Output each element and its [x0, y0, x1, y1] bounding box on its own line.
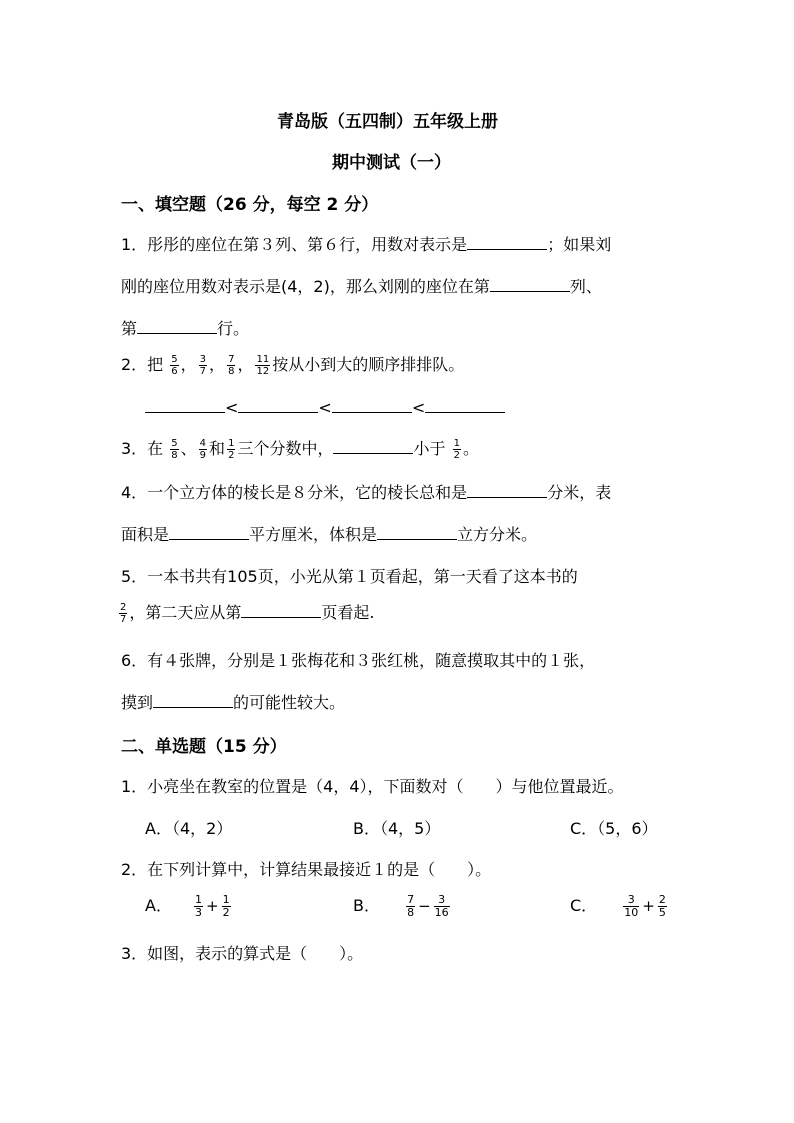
- page-subtitle: 期中测试（一）: [332, 153, 451, 173]
- option-a[interactable]: A．（4，2）: [145, 819, 233, 838]
- q5-text-c: 页看起.: [321, 603, 375, 622]
- numerator: 2: [658, 893, 666, 906]
- denominator: 2: [453, 450, 460, 461]
- answer-blank[interactable]: [333, 439, 413, 454]
- question-1-line-1: [121, 232, 611, 255]
- question-4-line-2: [121, 522, 537, 545]
- answer-blank[interactable]: [377, 525, 457, 540]
- less-than-sign: <: [411, 398, 426, 417]
- q6-text-a: 6．有４张牌，分别是１张梅花和３张红桃，随意摸取其中的１张，: [121, 651, 596, 670]
- answer-blank[interactable]: [169, 525, 249, 540]
- q6-text-c: 的可能性较大。: [233, 693, 346, 712]
- question-6-line-2: [121, 690, 345, 713]
- fraction: [227, 438, 235, 461]
- operator: +: [642, 897, 655, 915]
- q5-text-b: ，第二天应从第: [129, 603, 242, 622]
- numerator: 1: [222, 893, 230, 906]
- q4-text-c: 面积是: [121, 525, 170, 544]
- numerator: 4: [199, 438, 207, 449]
- denominator: 7: [120, 614, 127, 625]
- denominator: 6: [171, 366, 178, 377]
- numerator: 1: [195, 893, 203, 906]
- denominator: 10: [624, 906, 639, 919]
- q1-text-f: 行。: [217, 319, 250, 338]
- option-c[interactable]: [570, 893, 670, 919]
- q1-text-a: 1．彤彤的座位在第３列、第６行，用数对表示是: [121, 235, 468, 254]
- denominator: 3: [195, 906, 203, 919]
- answer-blank[interactable]: [425, 398, 505, 413]
- question-6-line-1: [121, 648, 595, 671]
- fraction: [406, 894, 415, 919]
- q3-mid: 三个分数中，: [237, 439, 334, 458]
- denominator: 9: [199, 450, 207, 461]
- q1-text-c: 刚的座位用数对表示是(4，2)，那么刘刚的座位在第: [121, 277, 490, 296]
- answer-blank[interactable]: [332, 398, 412, 413]
- operator: +: [206, 897, 219, 915]
- q1-text-d: 列、: [569, 277, 602, 296]
- less-than-sign: <: [225, 398, 239, 417]
- numerator: 7: [407, 893, 415, 906]
- answer-blank[interactable]: [145, 398, 225, 413]
- answer-blank[interactable]: [467, 483, 547, 498]
- numerator: 1: [228, 438, 235, 449]
- numerator: 2: [120, 602, 127, 613]
- fraction: [194, 894, 203, 919]
- fraction: [227, 354, 235, 377]
- fraction: [623, 894, 639, 919]
- expression: [403, 894, 453, 919]
- fraction: [222, 894, 231, 919]
- answer-blank[interactable]: [490, 277, 570, 292]
- option-label: B．: [353, 896, 380, 915]
- question-2-ordering-row: [145, 398, 505, 417]
- question-1-line-2: [121, 274, 602, 297]
- choice-question-3: 3．如图，表示的算式是（ ）。: [121, 944, 364, 963]
- separator: ，: [209, 355, 226, 374]
- numerator: 1: [453, 438, 460, 449]
- denominator: 8: [228, 366, 235, 377]
- denominator: 5: [658, 906, 666, 919]
- fraction: [658, 894, 667, 919]
- section-heading-single-choice: 二、单选题（15 分）: [121, 737, 287, 757]
- denominator: 7: [199, 366, 207, 377]
- fraction: [170, 438, 178, 461]
- q5-text-a: 5．一本书共有105页，小光从第１页看起，第一天看了这本书的: [121, 567, 578, 586]
- expression: [191, 894, 234, 919]
- numerator: 11: [256, 354, 270, 365]
- and-text: 和: [209, 439, 226, 458]
- numerator: 3: [434, 894, 450, 907]
- denominator: 16: [434, 906, 449, 919]
- choice-question-1: 1．小亮坐在教室的位置是（4，4），下面数对（ ）与他位置最近。: [121, 777, 624, 796]
- numerator: 5: [171, 438, 178, 449]
- q6-text-b: 摸到: [121, 693, 154, 712]
- fraction: [453, 438, 461, 461]
- fraction: [434, 894, 450, 919]
- denominator: 12: [256, 366, 270, 377]
- question-3: [121, 436, 479, 461]
- question-2-line-1: [121, 352, 464, 377]
- denominator: 8: [171, 450, 178, 461]
- question-5-line-2: [117, 600, 374, 625]
- option-label: A．: [145, 896, 172, 915]
- denominator: 8: [407, 906, 415, 919]
- option-b[interactable]: B．（4，5）: [353, 819, 441, 838]
- separator: ，: [237, 355, 254, 374]
- denominator: 2: [222, 906, 230, 919]
- page-title: 青岛版（五四制）五年级上册: [277, 112, 498, 132]
- denominator: 2: [228, 450, 235, 461]
- q4-text-a: 4．一个立方体的棱长是８分米，它的棱长总和是: [121, 483, 468, 502]
- answer-blank[interactable]: [467, 235, 547, 250]
- question-1-line-3: [121, 316, 249, 339]
- fraction: [119, 602, 127, 625]
- option-c[interactable]: C．（5，6）: [570, 819, 658, 838]
- q1-text-e: 第: [121, 319, 138, 338]
- expression: [620, 894, 670, 919]
- option-b[interactable]: [353, 893, 453, 919]
- question-4-line-1: [121, 480, 611, 503]
- q4-text-d: 平方厘米，体积是: [249, 525, 378, 544]
- separator: 、: [180, 439, 197, 458]
- option-label: C．: [570, 896, 598, 915]
- fraction: [199, 354, 207, 377]
- option-a[interactable]: [145, 893, 234, 919]
- question-5-line-1: [121, 564, 578, 587]
- q3-less: 小于: [413, 439, 446, 458]
- q4-text-e: 立方分米。: [457, 525, 538, 544]
- q2-suffix: 按从小到大的顺序排排队。: [272, 355, 465, 374]
- numerator: 5: [171, 354, 178, 365]
- q3-end: 。: [462, 439, 479, 458]
- separator: ，: [180, 355, 197, 374]
- less-than-sign: <: [318, 398, 332, 417]
- answer-blank[interactable]: [241, 603, 321, 618]
- section-heading-fill-blank: 一、填空题（26 分，每空 2 分）: [121, 195, 379, 215]
- fraction: [199, 438, 207, 461]
- fraction: [170, 354, 178, 377]
- answer-blank[interactable]: [153, 693, 233, 708]
- numerator: 3: [199, 354, 207, 365]
- q4-text-b: 分米，表: [547, 483, 612, 502]
- answer-blank[interactable]: [137, 319, 217, 334]
- q1-text-b: ；如果刘: [547, 235, 612, 254]
- answer-blank[interactable]: [238, 398, 318, 413]
- fraction: [255, 354, 270, 377]
- choice-question-2: 2．在下列计算中，计算结果最接近１的是（ ）。: [121, 860, 492, 879]
- q3-prefix: 3．在: [121, 439, 164, 458]
- q2-prefix: 2．把: [121, 355, 164, 374]
- numerator: 7: [228, 354, 235, 365]
- numerator: 3: [623, 894, 639, 907]
- operator: −: [418, 897, 431, 915]
